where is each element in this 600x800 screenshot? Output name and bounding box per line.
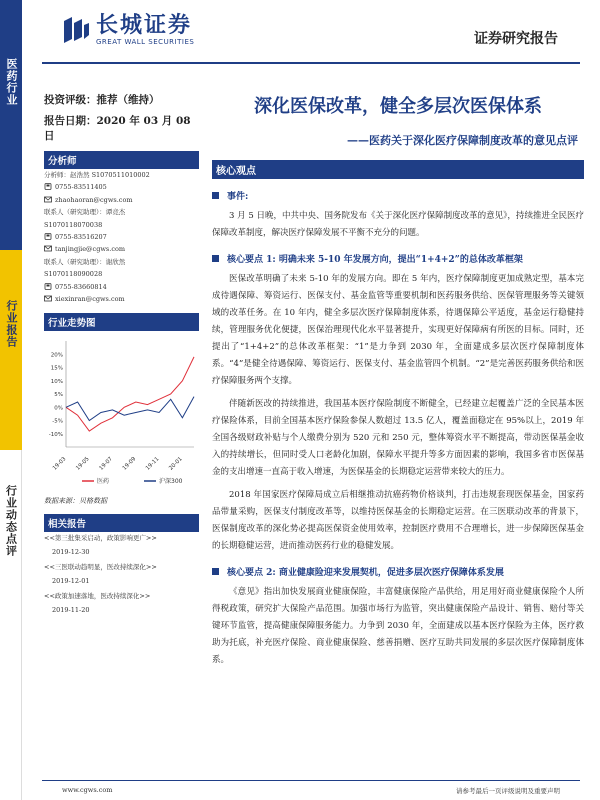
analyst-line-text: 联系人（研究助理）：谢欣然 bbox=[44, 257, 126, 266]
related-report-link[interactable]: <<第三批集采启动，政策影响更广>> bbox=[44, 534, 157, 543]
analyst-line bbox=[44, 194, 199, 206]
y-tick-label: -5% bbox=[52, 418, 63, 425]
related-report-date: 2019-12-01 bbox=[52, 577, 90, 586]
main-content bbox=[212, 92, 584, 669]
legend-label: 医药 bbox=[97, 478, 110, 486]
analyst-line bbox=[44, 243, 199, 255]
related-report-link[interactable]: <<三医联动趋明显，医改持续深化>> bbox=[44, 563, 157, 572]
series-line-csi300 bbox=[66, 397, 194, 421]
analyst-line bbox=[44, 169, 199, 181]
analyst-line-text: S1070118090028 bbox=[44, 270, 103, 279]
point2-paragraph: 《意见》指出加快发展商业健康保险，丰富健康保险产品供给，用足用好商业健康保险个人所得税政策，研究扩大保险产品范围。加强市场行为监管，突出健康保险产品设计、销售、赔付等关键环节监管，提高健康保障服务能力。力争到 2030 年，全面建成以基本医疗保险为主体，医疗救助为托底，补充医疗保险、商业健康保险、慈善捐赠、医疗互助共同发展的多层次医疗保障制度体系。 bbox=[212, 587, 584, 665]
bullet-square-icon bbox=[212, 255, 219, 262]
report-subtitle: ——医药关于深化医疗保障制度改革的意见点评 bbox=[347, 134, 578, 147]
analyst-line bbox=[44, 268, 199, 280]
x-tick-label: 19-03 bbox=[51, 456, 68, 473]
series-line-pharma bbox=[66, 357, 194, 431]
analyst-line bbox=[44, 231, 199, 243]
point1-paragraph-3: 2018 年国家医疗保障局成立后相继推动抗癌药物价格谈判，打击违规套现医保基金，国家药品带量采购，医保支付制度改革等，以维持医保基金的长期稳定运营。在三医联动改革的背景下，医保制度改革的深化势必提高医保资金使用效率，控制医疗费用不合理增长，进一步保障医保基金的长期稳健运营，进而推动医药行业的稳健发展。 bbox=[212, 490, 584, 551]
sidebar-industry-label: 医药行业 bbox=[5, 58, 18, 106]
y-tick-label: 0% bbox=[54, 405, 63, 412]
x-tick-label: 20-01 bbox=[168, 456, 184, 473]
analyst-line-text: tanjingjie@cgws.com bbox=[55, 245, 126, 254]
y-tick-label: 20% bbox=[50, 352, 63, 359]
logo-chinese-name: 长城证券 bbox=[96, 13, 193, 38]
industry-trend-chart bbox=[44, 335, 199, 490]
analyst-line bbox=[44, 206, 199, 218]
page-header bbox=[22, 0, 600, 64]
related-report-date: 2019-12-30 bbox=[52, 548, 90, 557]
analyst-line bbox=[44, 219, 199, 231]
side-tab-bar bbox=[0, 0, 22, 800]
email-icon bbox=[44, 244, 52, 251]
sidebar-report-label: 行业报告 bbox=[5, 300, 18, 348]
point1-paragraph-2: 伴随新医改的持续推进，我国基本医疗保险制度不断健全，已经建立起覆盖广泛的全民基本医疗保险体系，目前全国基本医疗保险参保人数超过 13.5 亿人，覆盖面稳定在 95%以上，2019 年全国各级财政补贴与个人缴费分别为 520 元和 250 元，整体筹资水平不断提高，带动医保基金收入的持续增长，但同时受人口老龄化加剧，保障水平提升等多方面因素的影响，我国多省市医保基金的支出增速一直高于收入增速，为医保基金的长期稳定运营带来较大的压力。 bbox=[212, 399, 584, 477]
bullet-square-icon bbox=[212, 192, 219, 199]
analyst-line bbox=[44, 293, 199, 305]
analyst-line-text: 0755-83660814 bbox=[55, 282, 107, 291]
great-wall-logo-icon bbox=[62, 15, 90, 45]
phone-icon bbox=[44, 182, 52, 189]
x-tick-label: 19-07 bbox=[98, 456, 114, 473]
y-tick-label: 5% bbox=[54, 392, 63, 399]
left-info-column bbox=[44, 92, 199, 619]
x-tick-label: 19-05 bbox=[75, 456, 91, 473]
bullet-square-icon bbox=[212, 568, 219, 575]
y-tick-label: 15% bbox=[50, 365, 63, 372]
point2-heading bbox=[212, 565, 584, 578]
chart-source-note: 数据来源：贝格数据 bbox=[44, 497, 107, 506]
core-views-title: 核心观点 bbox=[212, 160, 584, 179]
analyst-line-text: xiexinran@cgws.com bbox=[55, 295, 125, 304]
x-tick-label: 19-09 bbox=[121, 456, 138, 473]
analyst-line-text: 0755-83516207 bbox=[55, 233, 107, 242]
analyst-line-text: 分析师：赵浩然 S1070511010002 bbox=[44, 171, 150, 179]
page-footer bbox=[22, 776, 600, 800]
related-reports-title: 相关报告 bbox=[44, 514, 199, 532]
analyst-line bbox=[44, 281, 199, 293]
point1-paragraph-1: 医保改革明确了未来 5-10 年的发展方向。即在 5 年内，医疗保障制度更加成熟定型，基本完成待遇保障、筹资运行、医保支付、基金监管等重要机制和医药服务供给、医保管理服务等关键领域的改革任务。在 10 年内，健全多层次医疗保障制度体系，待遇保障公平适度，基金运行稳健持续，管理服务优化便捷，医保治理现代化水平显著提升，实现更好保障病有所医的目标。同时，还提出了“1+4+2”的总体改革框架：“1”是力争到 2030 年，全面建成多层次医疗保障制度体系。“4”是健全待遇保障、筹资运行、医保支付、基金监管四个机制。“2”是完善医药服务供给和医疗保障服务两个支撑。 bbox=[212, 274, 584, 386]
analyst-line-text: 联系人（研究助理）：谭竞杰 bbox=[44, 208, 126, 217]
footer-divider bbox=[42, 780, 580, 781]
event-heading-text: 事件: bbox=[227, 192, 249, 202]
point2-heading-text: 核心要点 2: 商业健康险迎来发展契机，促进多层次医疗保障体系发展 bbox=[227, 568, 504, 578]
y-tick-label: 10% bbox=[50, 379, 63, 386]
header-divider bbox=[42, 62, 580, 64]
analyst-line bbox=[44, 256, 199, 268]
event-heading bbox=[212, 189, 584, 202]
footer-disclaimer-note: 请参考最后一页评级说明及重要声明 bbox=[456, 787, 560, 795]
related-report-date: 2019-11-20 bbox=[52, 606, 90, 615]
report-date: 报告日期：2020 年 03 月 08 日 bbox=[44, 115, 191, 142]
y-tick-label: -10% bbox=[48, 432, 63, 439]
sidebar-industry-tab bbox=[0, 0, 22, 250]
email-icon bbox=[44, 294, 52, 301]
sidebar-report-type-tab bbox=[0, 250, 22, 450]
x-tick-label: 19-11 bbox=[144, 456, 161, 473]
point1-heading-text: 核心要点 1: 明确未来 5-10 年发展方向，提出“1+4+2”的总体改革框架 bbox=[227, 255, 523, 265]
report-type-label: 证券研究报告 bbox=[474, 31, 558, 47]
phone-icon bbox=[44, 232, 52, 239]
report-title: 深化医保改革，健全多层次医保体系 bbox=[254, 96, 542, 117]
footer-website: www.cgws.com bbox=[62, 786, 113, 794]
sidebar-comment-label: 行业动态点评 bbox=[4, 485, 18, 557]
analyst-section-title: 分析师 bbox=[44, 151, 199, 169]
analyst-line-text: zhaohaoran@cgws.com bbox=[55, 195, 133, 204]
legend-label: 沪深300 bbox=[159, 478, 183, 486]
event-paragraph: 3 月 5 日晚，中共中央、国务院发布《关于深化医疗保障制度改革的意见》，持续推进全民医疗保障改革制度，解决医疗保障发展不平衡不充分的问题。 bbox=[212, 211, 584, 238]
email-icon bbox=[44, 195, 52, 202]
investment-rating: 投资评级：推荐（维持） bbox=[44, 94, 160, 106]
analyst-list bbox=[44, 169, 199, 305]
related-reports-list bbox=[44, 532, 199, 617]
phone-icon bbox=[44, 282, 52, 289]
analyst-line bbox=[44, 181, 199, 193]
trend-chart-title: 行业走势图 bbox=[44, 313, 199, 331]
sidebar-comment-tab bbox=[0, 450, 22, 800]
analyst-line-text: 0755-83511405 bbox=[55, 183, 107, 192]
related-report-link[interactable]: <<政策加速落地，医改持续深化>> bbox=[44, 592, 151, 601]
company-logo bbox=[62, 14, 194, 46]
point1-heading bbox=[212, 252, 584, 265]
logo-english-name: GREAT WALL SECURITIES bbox=[96, 38, 195, 46]
analyst-line-text: S1070118070038 bbox=[44, 220, 103, 229]
